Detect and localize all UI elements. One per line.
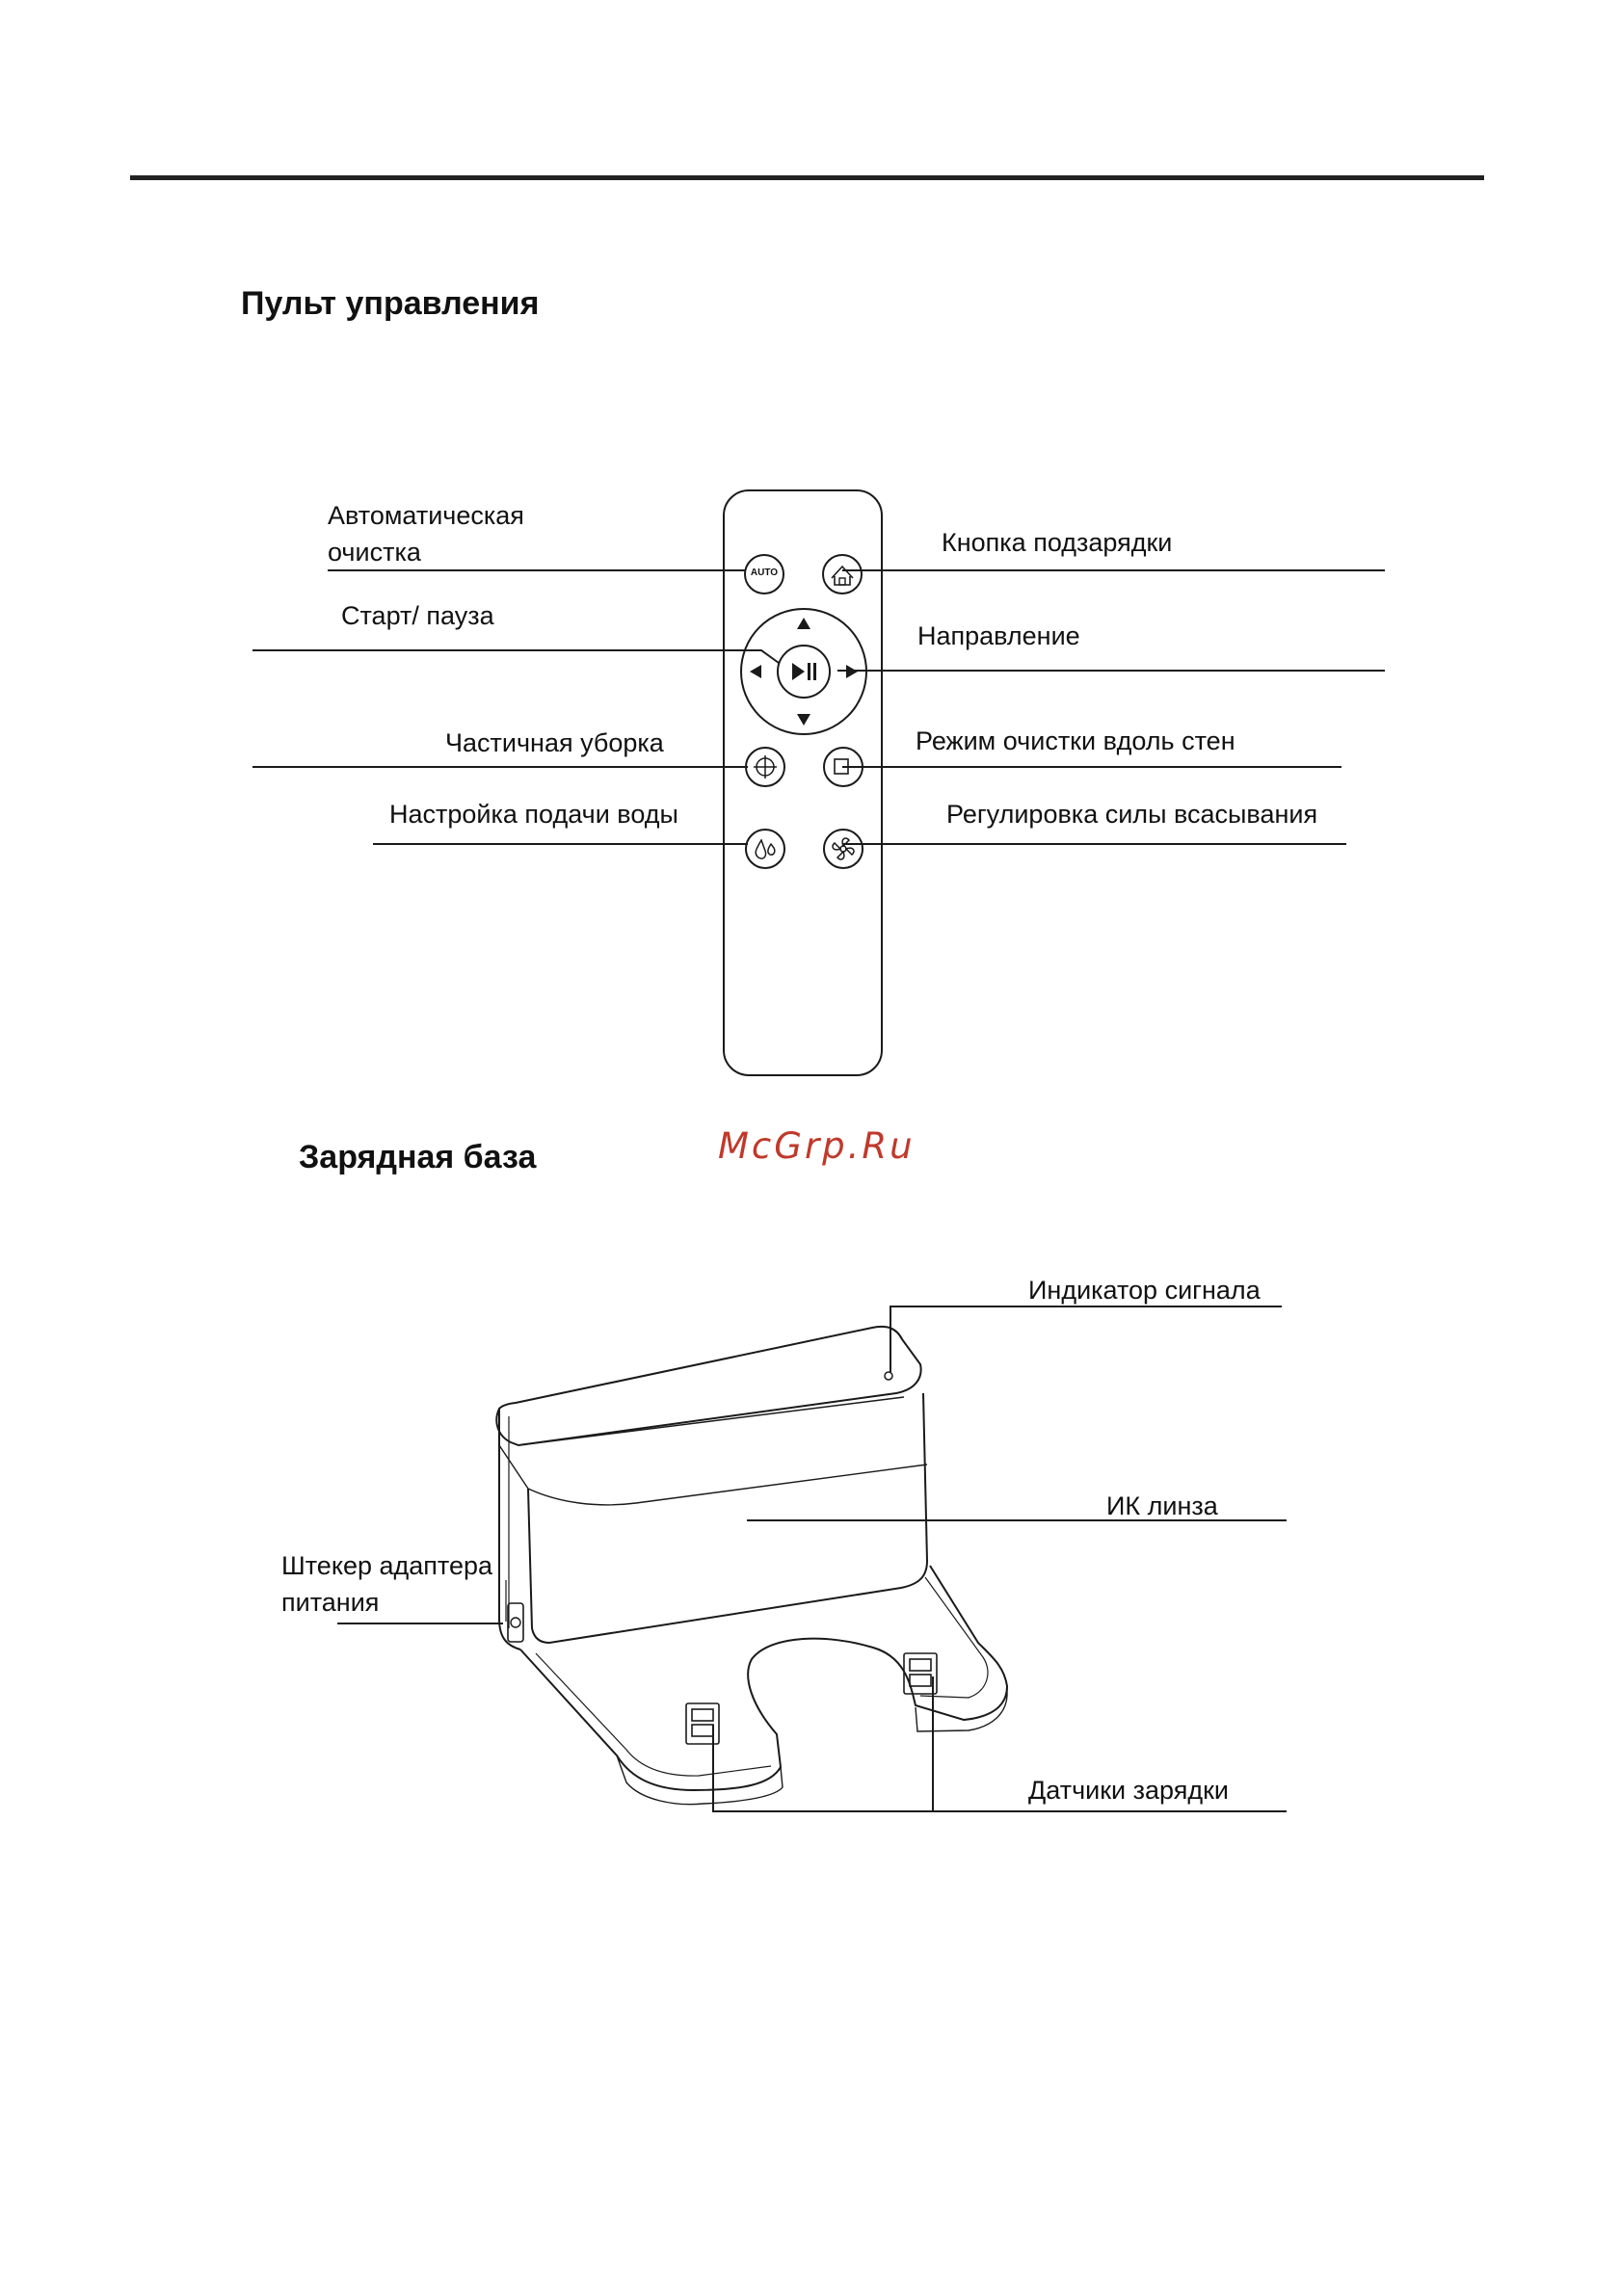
label-charge-sensors: Датчики зарядки bbox=[1028, 1776, 1229, 1805]
arrow-down-icon bbox=[797, 714, 810, 726]
charge-contact-right bbox=[904, 1653, 937, 1694]
remote-body bbox=[724, 490, 882, 1075]
leader-start bbox=[252, 650, 779, 663]
label-direction: Направление bbox=[917, 621, 1080, 650]
label-edge: Режим очистки вдоль стен bbox=[916, 726, 1235, 755]
spot-button bbox=[746, 748, 784, 786]
label-start-pause: Старт/ пауза bbox=[341, 601, 494, 630]
water-button bbox=[746, 830, 784, 868]
label-ir-lens: ИК линза bbox=[1106, 1491, 1218, 1520]
play-pause-icon bbox=[792, 663, 805, 680]
base-section-title: Зарядная база bbox=[299, 1139, 537, 1175]
suction-button bbox=[824, 830, 863, 868]
label-charge: Кнопка подзарядки bbox=[942, 528, 1173, 557]
arrow-right-icon bbox=[846, 665, 858, 678]
label-spot: Частичная уборка bbox=[445, 728, 664, 757]
label-adapter-line2: питания bbox=[281, 1588, 380, 1617]
label-suction: Регулировка силы всасывания bbox=[946, 800, 1318, 829]
indicator-led bbox=[885, 1372, 892, 1380]
home-charge-button bbox=[823, 555, 862, 594]
remote-section-title: Пульт управления bbox=[241, 285, 540, 322]
arrow-up-icon bbox=[797, 618, 810, 629]
label-auto-line2: очистка bbox=[328, 538, 421, 567]
watermark: McGrp.Ru bbox=[718, 1125, 916, 1167]
label-adapter-line1: Штекер адаптера bbox=[281, 1551, 492, 1580]
charging-base-drawing bbox=[496, 1327, 1007, 1805]
leader-indicator bbox=[890, 1306, 1282, 1372]
label-indicator: Индикатор сигнала bbox=[1028, 1276, 1261, 1305]
auto-button-mark: AUTO bbox=[750, 567, 779, 578]
arrow-left-icon bbox=[750, 665, 761, 678]
label-auto-line1: Автоматическая bbox=[328, 501, 524, 530]
label-water: Настройка подачи воды bbox=[389, 800, 678, 829]
